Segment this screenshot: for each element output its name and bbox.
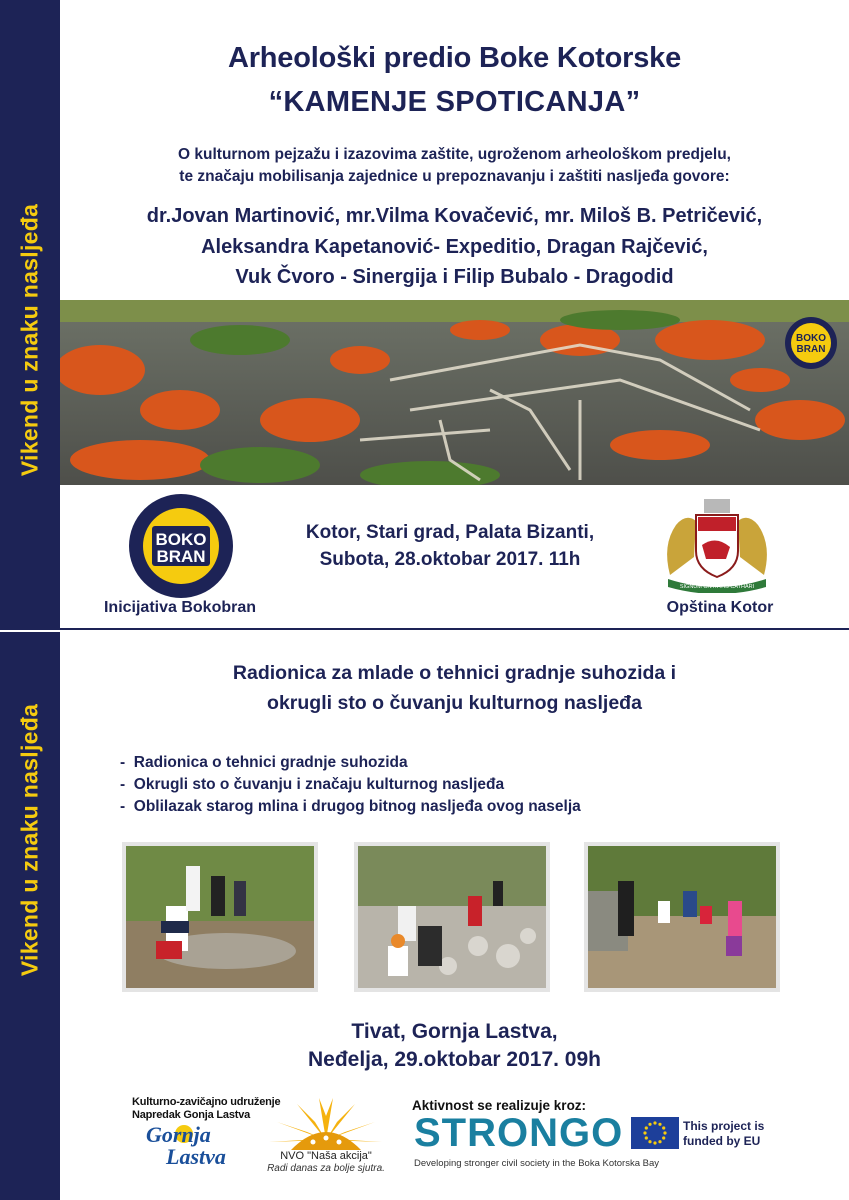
intro-line-1: O kulturnom pejzažu i izazovima zaštite, ugroženom arheološkom predjelu, <box>178 146 731 163</box>
landscape-photo <box>60 300 849 485</box>
eu-text-line-2: funded by EU <box>683 1134 761 1148</box>
poster-title: Arheološki predio Boke Kotorske <box>227 42 682 74</box>
activities-list <box>120 752 581 818</box>
crest-motto: SIGNUM CIVITATIS CATHARI <box>679 584 755 590</box>
kotor-crest-icon <box>656 497 778 593</box>
eu-flag-icon <box>631 1117 679 1149</box>
eu-text-line-1: This project is <box>683 1119 765 1133</box>
workshop-photo-1 <box>122 842 318 992</box>
event2-datetime: Neđelja, 29.oktobar 2017. 09h <box>308 1048 601 1071</box>
strongo-tagline: Developing stronger civil society in the Boka Kotorska Bay <box>414 1158 660 1169</box>
gornja-lastva-logo-icon <box>142 1120 254 1168</box>
activity-item: - Oblilazak starog mlina i drugog bitnog nasljeđa ovog naselja <box>120 796 581 818</box>
bokobran-badge-icon <box>783 315 839 371</box>
intro-line-2: te značaju mobilisanja zajednice u prepoznavanju i zaštiti nasljeđa govore: <box>179 168 730 185</box>
sidebar-separator <box>0 630 60 632</box>
speakers-line-2: Aleksandra Kapetanović- Expeditio, Dragan Rajčević, <box>201 236 708 258</box>
activity-item: - Radionica o tehnici gradnje suhozida <box>120 752 581 774</box>
nasa-akcija-sun-icon <box>267 1094 385 1152</box>
event1-location: Kotor, Stari grad, Palata Bizanti, <box>305 522 595 543</box>
nvo-name: NVO "Naša akcija" <box>280 1150 372 1162</box>
gl-logo-line1: Gornja <box>146 1122 211 1147</box>
workshop-photo-2 <box>354 842 550 992</box>
nvo-slogan: Radi danas za bolje sjutra. <box>267 1163 385 1174</box>
kotor-caption: Opština Kotor <box>666 599 774 616</box>
gl-logo-line2: Lastva <box>166 1144 226 1168</box>
event1-datetime: Subota, 28.oktobar 2017. 11h <box>319 549 581 570</box>
poster-main <box>60 0 849 1200</box>
aktivnost-label: Aktivnost se realizuje kroz: <box>412 1098 587 1113</box>
speakers-line-1: dr.Jovan Martinović, mr.Vilma Kovačević, mr. Miloš B. Petričević, <box>146 205 763 227</box>
workshop-photo-3 <box>584 842 780 992</box>
section-divider <box>60 628 849 630</box>
logo-text-bottom: BRAN <box>156 547 206 566</box>
gornja-lastva-caption-1: Kulturno-zavičajno udruženje <box>132 1096 281 1108</box>
event2-location: Tivat, Gornja Lastva, <box>351 1020 558 1043</box>
gornja-lastva-caption-2: Napredak Gonja Lastva <box>132 1109 251 1121</box>
bokobran-logo-icon <box>128 493 234 599</box>
workshop-title-line-1: Radionica za mlade o tehnici gradnje suhozida i <box>232 662 677 684</box>
badge-text-top: BOKO <box>796 333 826 344</box>
strongo-logo: STRONGO <box>414 1111 624 1155</box>
workshop-title-line-2: okrugli sto o čuvanju kulturnog nasljeđa <box>267 692 642 714</box>
badge-text-bottom: BRAN <box>796 344 826 355</box>
speakers-line-3: Vuk Čvoro - Sinergija i Filip Bubalo - Dragodid <box>235 266 674 288</box>
bokobran-caption: Inicijativa Bokobran <box>103 599 257 616</box>
activity-item: - Okrugli sto o čuvanju i značaju kulturnog nasljeđa <box>120 774 581 796</box>
logo-text-top: BOKO <box>155 530 207 549</box>
poster-subtitle: “KAMENJE SPOTICANJA” <box>268 86 641 118</box>
left-sidebar-band: Vikend u znaku nasljeđa Vikend u znaku nasljeđa <box>0 0 60 1200</box>
